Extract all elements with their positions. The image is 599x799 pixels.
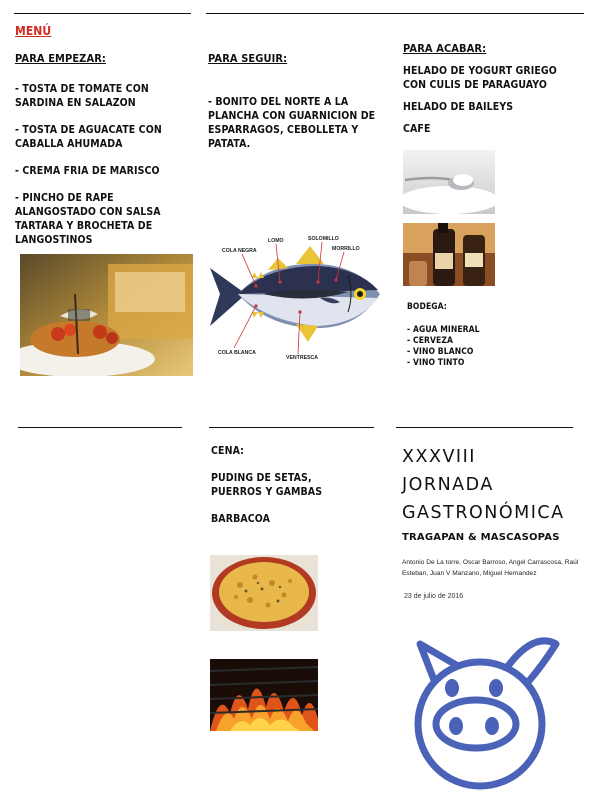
fish-label-cola-blanca: COLA BLANCA <box>218 350 256 356</box>
top-rule-right <box>206 13 584 14</box>
bodega-title: BODEGA: <box>407 302 447 312</box>
right-panel <box>403 42 583 136</box>
bottom-rule-left <box>18 427 182 428</box>
cover-subtitle: TRAGAPAN & MASCASOPAS <box>402 532 560 543</box>
fish-label-morrillo: MORRILLO <box>332 246 360 252</box>
barbecue-grill-photo <box>210 659 318 731</box>
list-item: HELADO DE BAILEYS <box>403 101 514 113</box>
para-seguir-heading: PARA SEGUIR: <box>208 52 288 65</box>
tuna-diagram-graphic <box>208 232 382 360</box>
top-rule-left <box>14 13 191 14</box>
cover-panel <box>402 444 582 600</box>
list-item: HELADO DE YOGURT GRIEGO CON CULIS DE PARAGUAYO <box>403 65 557 91</box>
tapa-photo-graphic <box>20 254 193 376</box>
cover-title-line: XXXVIII <box>402 447 476 467</box>
pudding-graphic <box>210 555 318 631</box>
pudding-photo <box>210 555 318 631</box>
middle-panel <box>208 52 380 151</box>
tuna-diagram <box>208 232 382 360</box>
list-item: CAFE <box>403 123 431 135</box>
left-panel <box>15 24 197 247</box>
pig-face-graphic <box>396 632 571 792</box>
fish-label-lomo: LOMO <box>268 238 284 244</box>
para-acabar-heading: PARA ACABAR: <box>403 42 487 55</box>
yogurt-graphic <box>403 150 495 214</box>
list-item: - VINO BLANCO <box>407 347 474 357</box>
yogurt-spoon-photo <box>403 150 495 214</box>
list-item: - VINO TINTO <box>407 358 465 368</box>
tapa-photo <box>20 254 193 376</box>
list-item: - CERVEZA <box>407 336 453 346</box>
cover-date: 23 de julio de 2016 <box>404 593 464 600</box>
cena-panel <box>211 444 379 526</box>
grill-graphic <box>210 659 318 731</box>
cover-names: Antonio De La torre, Oscar Barroso, Angel Carrascosa, Raúl Esteban, Juan V Manzano, Miguel Hernandez <box>402 559 579 577</box>
bodega-panel <box>407 302 527 369</box>
baileys-bottles-photo <box>403 223 495 286</box>
baileys-graphic <box>403 223 495 286</box>
list-item: - BONITO DEL NORTE A LA PLANCHA CON GUARNICION DE ESPARRAGOS, CEBOLLETA Y PATATA. <box>208 96 376 150</box>
list-item: - AGUA MINERAL <box>407 325 480 335</box>
cena-heading: CENA: <box>211 445 245 457</box>
cover-title-line: JORNADA <box>402 475 494 495</box>
list-item: - CREMA FRIA DE MARISCO <box>15 165 160 177</box>
bottom-rule-middle <box>209 427 374 428</box>
list-item: PUDING DE SETAS, PUERROS Y GAMBAS <box>211 472 323 498</box>
cover-title-line: GASTRONÓMICA <box>402 503 565 523</box>
bottom-rule-right <box>396 427 573 428</box>
fish-label-ventresca: VENTRESCA <box>286 355 318 360</box>
list-item: - PINCHO DE RAPE ALANGOSTADO CON SALSA TARTARA Y BROCHETA DE LANGOSTINOS <box>15 192 161 246</box>
menu-title: MENÚ <box>15 24 52 38</box>
list-item: BARBACOA <box>211 513 271 525</box>
pig-face-icon <box>396 632 571 792</box>
fish-label-cola-negra: COLA NEGRA <box>222 248 257 254</box>
fish-label-solomillo: SOLOMILLO <box>308 236 339 242</box>
list-item: - TOSTA DE TOMATE CON SARDINA EN SALAZON <box>15 83 149 109</box>
list-item: - TOSTA DE AGUACATE CON CABALLA AHUMADA <box>15 124 162 150</box>
para-empezar-heading: PARA EMPEZAR: <box>15 52 106 65</box>
